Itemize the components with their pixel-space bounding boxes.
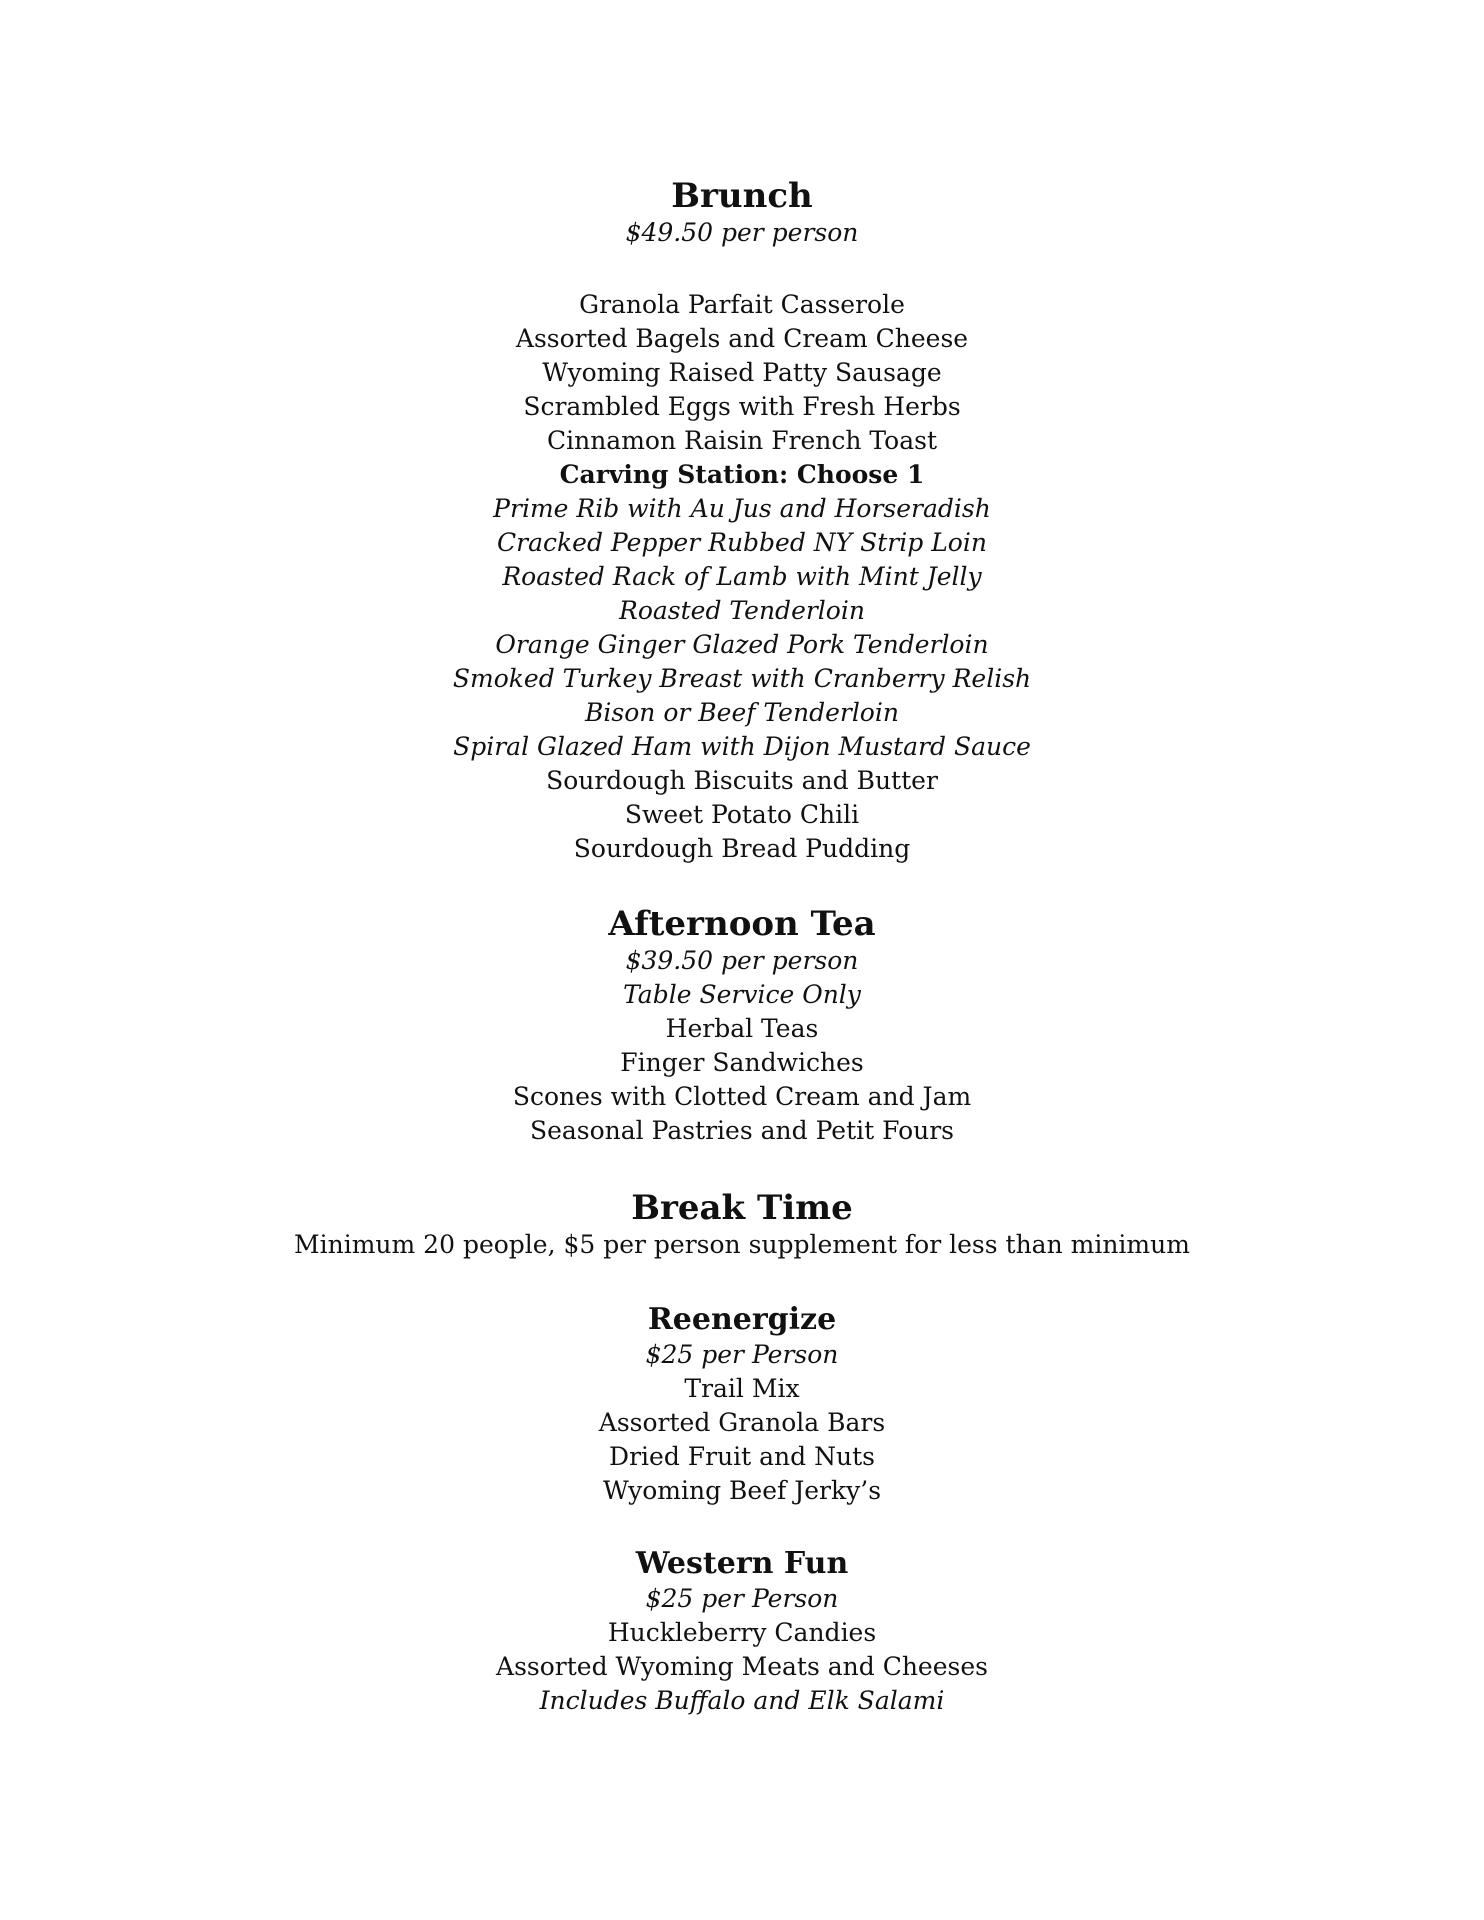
menu-item: Assorted Granola Bars [598, 1408, 886, 1437]
brunch-price: $49.50 per person [625, 218, 859, 247]
menu-item: Scrambled Eggs with Fresh Herbs [523, 392, 961, 421]
brunch-menu-list [0, 288, 1484, 866]
menu-item: Sweet Potato Chili [624, 800, 860, 829]
western-fun-price: $25 per Person [645, 1584, 839, 1613]
carving-item: Roasted Rack of Lamb with Mint Jelly [502, 562, 982, 591]
reenergize-title: Reenergize [647, 1302, 837, 1337]
menu-item: Trail Mix [684, 1374, 800, 1403]
menu-item: Sourdough Biscuits and Butter [546, 766, 938, 795]
menu-item: Assorted Bagels and Cream Cheese [515, 324, 969, 353]
carving-item: Bison or Beef Tenderloin [585, 698, 899, 727]
brunch-section [0, 176, 1484, 250]
carving-item: Smoked Turkey Breast with Cranberry Relish [452, 664, 1032, 693]
menu-item: Huckleberry Candies [607, 1618, 877, 1647]
carving-item: Prime Rib with Au Jus and Horseradish [493, 494, 991, 523]
afternoon-tea-title: Afternoon Tea [608, 904, 876, 944]
western-fun-note: Includes Buffalo and Elk Salami [539, 1686, 945, 1715]
afternoon-tea-section [0, 904, 1484, 1148]
menu-item: Wyoming Raised Patty Sausage [542, 358, 942, 387]
carving-item: Roasted Tenderloin [619, 596, 865, 625]
carving-item: Orange Ginger Glazed Pork Tenderloin [495, 630, 989, 659]
western-fun-title: Western Fun [635, 1546, 849, 1581]
menu-item: Assorted Wyoming Meats and Cheeses [496, 1652, 988, 1681]
menu-item: Granola Parfait Casserole [579, 290, 905, 319]
break-time-note: Minimum 20 people, $5 per person supplement for less than minimum [294, 1230, 1190, 1259]
menu-item: Finger Sandwiches [620, 1048, 864, 1077]
western-fun-section [0, 1546, 1484, 1718]
reenergize-section [0, 1302, 1484, 1508]
afternoon-tea-note: Table Service Only [623, 980, 861, 1009]
menu-item: Cinnamon Raisin French Toast [546, 426, 937, 455]
afternoon-tea-price: $39.50 per person [625, 946, 859, 975]
carving-station-title: Carving Station: Choose 1 [559, 460, 925, 489]
menu-item: Scones with Clotted Cream and Jam [512, 1082, 972, 1111]
break-time-section [0, 1188, 1484, 1262]
menu-item: Dried Fruit and Nuts [609, 1442, 875, 1471]
carving-item: Cracked Pepper Rubbed NY Strip Loin [497, 528, 987, 557]
menu-item: Seasonal Pastries and Petit Fours [529, 1116, 955, 1145]
menu-item: Sourdough Bread Pudding [573, 834, 911, 863]
carving-item: Spiral Glazed Ham with Dijon Mustard Sauce [453, 732, 1031, 761]
menu-item: Wyoming Beef Jerky’s [602, 1476, 882, 1505]
break-time-title: Break Time [631, 1188, 853, 1228]
brunch-title: Brunch [671, 176, 813, 216]
menu-item: Herbal Teas [665, 1014, 819, 1043]
reenergize-price: $25 per Person [645, 1340, 839, 1369]
